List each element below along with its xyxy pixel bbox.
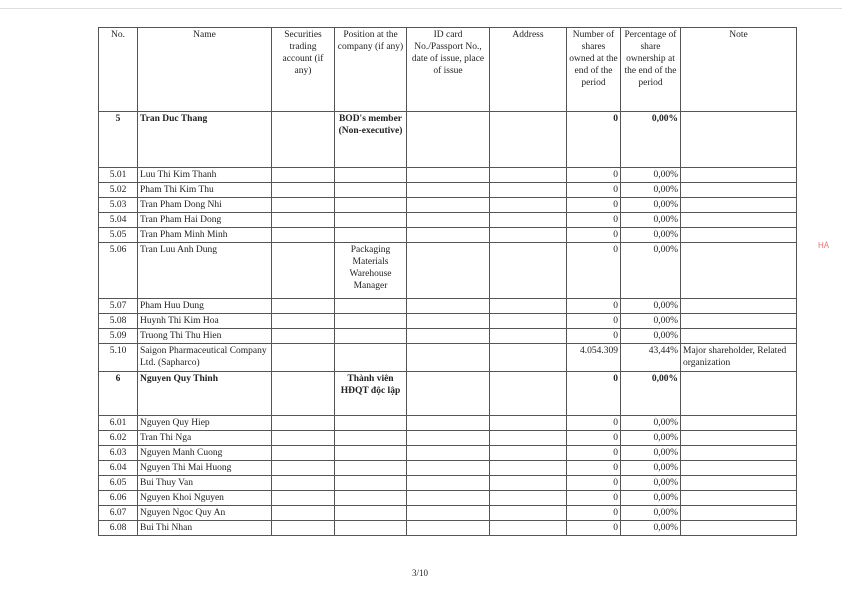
row-trading-account	[272, 491, 335, 506]
row-shares: 0	[567, 213, 621, 228]
table-row	[99, 461, 797, 476]
row-trading-account	[272, 183, 335, 198]
row-no: 6.08	[99, 521, 138, 536]
row-shares: 0	[567, 243, 621, 299]
row-percentage: 43,44%	[621, 344, 681, 372]
row-address	[490, 416, 567, 431]
row-note	[681, 446, 797, 461]
row-address	[490, 213, 567, 228]
row-name: Pham Thi Kim Thu	[138, 183, 272, 198]
row-name: Huynh Thi Kim Hoa	[138, 314, 272, 329]
row-percentage: 0,00%	[621, 112, 681, 168]
row-percentage: 0,00%	[621, 314, 681, 329]
row-id-card	[407, 112, 490, 168]
row-no: 5.06	[99, 243, 138, 299]
row-position: Packaging Materials Warehouse Manager	[335, 243, 407, 299]
row-name: Tran Pham Minh Minh	[138, 228, 272, 243]
table-row	[99, 112, 797, 168]
row-position	[335, 431, 407, 446]
row-name: Tran Pham Hai Dong	[138, 213, 272, 228]
row-no: 5.05	[99, 228, 138, 243]
row-no: 5.03	[99, 198, 138, 213]
row-no: 5.08	[99, 314, 138, 329]
row-trading-account	[272, 344, 335, 372]
row-address	[490, 329, 567, 344]
row-percentage: 0,00%	[621, 198, 681, 213]
table-row	[99, 446, 797, 461]
row-address	[490, 168, 567, 183]
table-row	[99, 416, 797, 431]
row-percentage: 0,00%	[621, 213, 681, 228]
row-shares: 0	[567, 112, 621, 168]
row-trading-account	[272, 168, 335, 183]
row-shares: 0	[567, 491, 621, 506]
row-address	[490, 431, 567, 446]
row-note	[681, 372, 797, 416]
row-percentage: 0,00%	[621, 431, 681, 446]
row-trading-account	[272, 228, 335, 243]
row-address	[490, 446, 567, 461]
table-row	[99, 299, 797, 314]
row-id-card	[407, 372, 490, 416]
table-row	[99, 372, 797, 416]
row-percentage: 0,00%	[621, 506, 681, 521]
row-percentage: 0,00%	[621, 329, 681, 344]
row-id-card	[407, 314, 490, 329]
header-id-card: ID card No./Passport No., date of issue, place of issue	[407, 28, 490, 112]
row-position	[335, 168, 407, 183]
red-stamp-fragment: HÀ	[818, 241, 830, 250]
row-id-card	[407, 416, 490, 431]
row-shares: 0	[567, 372, 621, 416]
row-name: Nguyen Quy Hiep	[138, 416, 272, 431]
row-id-card	[407, 183, 490, 198]
header-percentage: Percentage of share ownership at the end of the period	[621, 28, 681, 112]
header-row	[99, 28, 797, 112]
row-name: Bui Thi Nhan	[138, 521, 272, 536]
row-no: 6.03	[99, 446, 138, 461]
row-position	[335, 228, 407, 243]
row-no: 6.07	[99, 506, 138, 521]
row-position	[335, 521, 407, 536]
row-percentage: 0,00%	[621, 168, 681, 183]
row-shares: 0	[567, 446, 621, 461]
row-trading-account	[272, 198, 335, 213]
row-position: BOD's member (Non-executive)	[335, 112, 407, 168]
header-position: Position at the company (if any)	[335, 28, 407, 112]
row-note: Major shareholder, Related organization	[681, 344, 797, 372]
row-position	[335, 314, 407, 329]
row-position	[335, 198, 407, 213]
row-trading-account	[272, 314, 335, 329]
row-trading-account	[272, 299, 335, 314]
row-id-card	[407, 228, 490, 243]
row-name: Saigon Pharmaceutical Company Ltd. (Sapharco)	[138, 344, 272, 372]
header-trading-account: Securities trading account (if any)	[272, 28, 335, 112]
shareholder-table	[98, 27, 797, 536]
table-row	[99, 431, 797, 446]
row-id-card	[407, 213, 490, 228]
row-note	[681, 198, 797, 213]
table-row	[99, 213, 797, 228]
row-trading-account	[272, 461, 335, 476]
table-row	[99, 168, 797, 183]
row-percentage: 0,00%	[621, 243, 681, 299]
table-row	[99, 228, 797, 243]
row-trading-account	[272, 521, 335, 536]
header-no: No.	[99, 28, 138, 112]
table-row	[99, 506, 797, 521]
row-position	[335, 506, 407, 521]
row-address	[490, 521, 567, 536]
row-shares: 0	[567, 314, 621, 329]
row-name: Pham Huu Dung	[138, 299, 272, 314]
row-shares: 0	[567, 299, 621, 314]
row-note	[681, 299, 797, 314]
row-address	[490, 299, 567, 314]
row-note	[681, 491, 797, 506]
row-address	[490, 372, 567, 416]
row-percentage: 0,00%	[621, 476, 681, 491]
row-name: Nguyen Thi Mai Huong	[138, 461, 272, 476]
row-address	[490, 506, 567, 521]
row-address	[490, 243, 567, 299]
row-shares: 0	[567, 198, 621, 213]
row-id-card	[407, 344, 490, 372]
row-percentage: 0,00%	[621, 416, 681, 431]
row-note	[681, 476, 797, 491]
row-no: 5.01	[99, 168, 138, 183]
row-id-card	[407, 198, 490, 213]
row-trading-account	[272, 243, 335, 299]
row-note	[681, 228, 797, 243]
row-name: Tran Duc Thang	[138, 112, 272, 168]
row-no: 5.02	[99, 183, 138, 198]
row-note	[681, 168, 797, 183]
row-percentage: 0,00%	[621, 521, 681, 536]
row-trading-account	[272, 329, 335, 344]
row-name: Nguyen Khoi Nguyen	[138, 491, 272, 506]
row-address	[490, 198, 567, 213]
row-percentage: 0,00%	[621, 491, 681, 506]
row-no: 6.01	[99, 416, 138, 431]
row-position	[335, 446, 407, 461]
row-position: Thành viên HĐQT độc lập	[335, 372, 407, 416]
row-shares: 0	[567, 461, 621, 476]
row-trading-account	[272, 446, 335, 461]
row-note	[681, 213, 797, 228]
row-shares: 0	[567, 183, 621, 198]
row-position	[335, 299, 407, 314]
row-position	[335, 213, 407, 228]
row-percentage: 0,00%	[621, 372, 681, 416]
row-note	[681, 314, 797, 329]
row-no: 6	[99, 372, 138, 416]
row-name: Tran Luu Anh Dung	[138, 243, 272, 299]
row-id-card	[407, 476, 490, 491]
row-address	[490, 491, 567, 506]
row-id-card	[407, 329, 490, 344]
row-address	[490, 183, 567, 198]
row-name: Truong Thi Thu Hien	[138, 329, 272, 344]
row-shares: 0	[567, 431, 621, 446]
row-position	[335, 344, 407, 372]
row-address	[490, 112, 567, 168]
table-row	[99, 314, 797, 329]
row-position	[335, 416, 407, 431]
row-name: Luu Thi Kim Thanh	[138, 168, 272, 183]
table-row	[99, 183, 797, 198]
row-name: Nguyen Quy Thinh	[138, 372, 272, 416]
row-percentage: 0,00%	[621, 446, 681, 461]
header-note: Note	[681, 28, 797, 112]
row-shares: 0	[567, 168, 621, 183]
row-note	[681, 431, 797, 446]
page-number: 3/10	[411, 568, 428, 578]
row-note	[681, 461, 797, 476]
row-note	[681, 506, 797, 521]
row-no: 5.04	[99, 213, 138, 228]
row-shares: 0	[567, 476, 621, 491]
row-trading-account	[272, 416, 335, 431]
row-position	[335, 476, 407, 491]
row-percentage: 0,00%	[621, 183, 681, 198]
row-trading-account	[272, 372, 335, 416]
row-address	[490, 461, 567, 476]
row-note	[681, 521, 797, 536]
row-id-card	[407, 521, 490, 536]
row-no: 6.05	[99, 476, 138, 491]
row-name: Nguyen Manh Cuong	[138, 446, 272, 461]
row-shares: 4.054.309	[567, 344, 621, 372]
row-id-card	[407, 243, 490, 299]
table-body	[99, 112, 797, 536]
row-id-card	[407, 461, 490, 476]
header-address: Address	[490, 28, 567, 112]
row-percentage: 0,00%	[621, 228, 681, 243]
row-shares: 0	[567, 506, 621, 521]
row-shares: 0	[567, 228, 621, 243]
row-address	[490, 476, 567, 491]
row-name: Tran Pham Dong Nhi	[138, 198, 272, 213]
row-id-card	[407, 431, 490, 446]
row-note	[681, 416, 797, 431]
row-position	[335, 183, 407, 198]
row-trading-account	[272, 506, 335, 521]
row-trading-account	[272, 431, 335, 446]
row-no: 5.10	[99, 344, 138, 372]
top-rule	[0, 8, 842, 9]
row-id-card	[407, 446, 490, 461]
table-row	[99, 521, 797, 536]
table-row	[99, 491, 797, 506]
row-shares: 0	[567, 329, 621, 344]
row-address	[490, 228, 567, 243]
row-position	[335, 461, 407, 476]
row-no: 5.07	[99, 299, 138, 314]
row-trading-account	[272, 213, 335, 228]
row-id-card	[407, 299, 490, 314]
row-no: 5	[99, 112, 138, 168]
row-note	[681, 243, 797, 299]
row-no: 6.04	[99, 461, 138, 476]
row-shares: 0	[567, 521, 621, 536]
row-trading-account	[272, 112, 335, 168]
row-note	[681, 183, 797, 198]
row-address	[490, 314, 567, 329]
table-row	[99, 329, 797, 344]
table-row	[99, 476, 797, 491]
row-address	[490, 344, 567, 372]
row-trading-account	[272, 476, 335, 491]
header-shares: Number of shares owned at the end of the period	[567, 28, 621, 112]
row-name: Nguyen Ngoc Quy An	[138, 506, 272, 521]
header-name: Name	[138, 28, 272, 112]
table-row	[99, 198, 797, 213]
table-row	[99, 344, 797, 372]
table-row	[99, 243, 797, 299]
row-id-card	[407, 506, 490, 521]
row-position	[335, 329, 407, 344]
row-no: 5.09	[99, 329, 138, 344]
row-no: 6.02	[99, 431, 138, 446]
row-note	[681, 329, 797, 344]
row-percentage: 0,00%	[621, 461, 681, 476]
row-id-card	[407, 491, 490, 506]
row-name: Tran Thi Nga	[138, 431, 272, 446]
row-position	[335, 491, 407, 506]
row-shares: 0	[567, 416, 621, 431]
row-name: Bui Thuy Van	[138, 476, 272, 491]
row-id-card	[407, 168, 490, 183]
row-percentage: 0,00%	[621, 299, 681, 314]
row-note	[681, 112, 797, 168]
row-no: 6.06	[99, 491, 138, 506]
